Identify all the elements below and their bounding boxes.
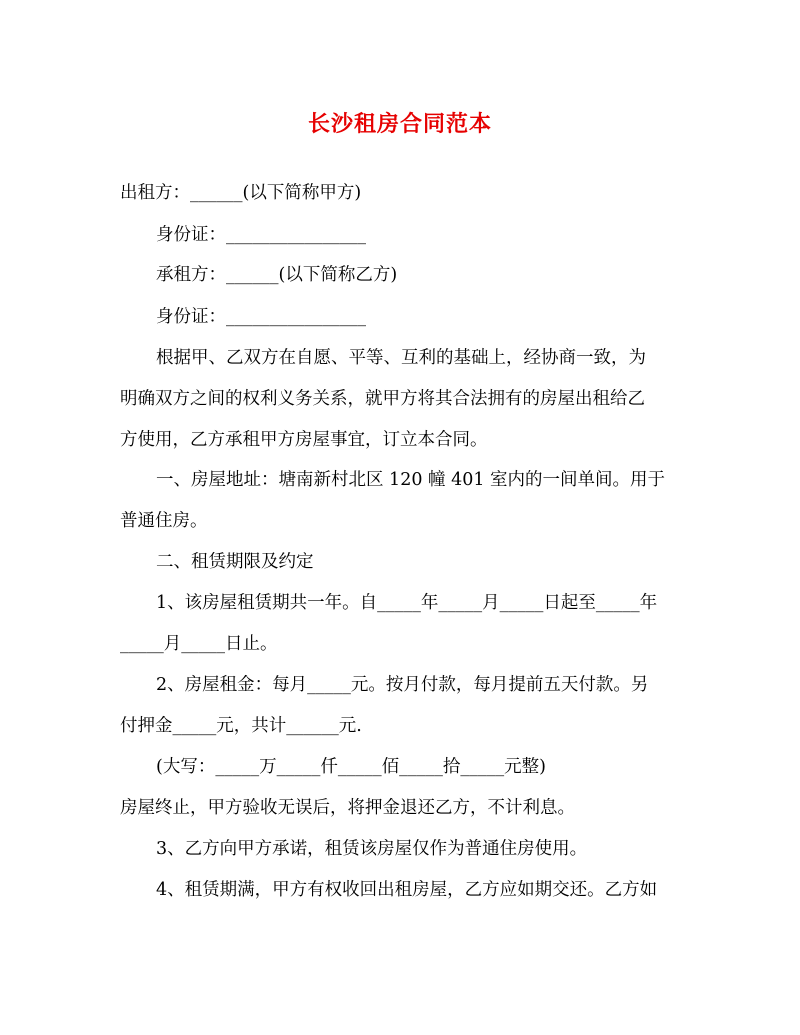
- expiry-clause-line: 4、租赁期满，甲方有权收回出租房屋，乙方应如期交还。乙方如: [156, 880, 658, 900]
- lessee-id-line: 身份证：________________: [156, 307, 366, 327]
- preamble-line-3: 方使用，乙方承租甲方房屋事宜，订立本合同。: [120, 430, 488, 450]
- rent-clause-line-2: 付押金_____元，共计______元.: [120, 716, 362, 736]
- address-clause-line-2: 普通住房。: [120, 511, 208, 531]
- preamble-line-2: 明确双方之间的权利义务关系，就甲方将其合法拥有的房屋出租给乙: [120, 389, 645, 409]
- usage-clause-line: 3、乙方向甲方承诺，租赁该房屋仅作为普通住房使用。: [156, 839, 588, 859]
- preamble-line-1: 根据甲、乙双方在自愿、平等、互利的基础上，经协商一致，为: [156, 348, 646, 368]
- term-clause-line-2: _____月_____日止。: [120, 634, 278, 654]
- rent-clause-line-1: 2、房屋租金：每月_____元。按月付款，每月提前五天付款。另: [156, 675, 649, 695]
- lessor-line: 出租方：______(以下简称甲方): [120, 183, 362, 203]
- section-heading-lease-term: 二、租赁期限及约定: [156, 552, 314, 572]
- address-clause-line-1: 一、房屋地址：塘南新村北区 120 幢 401 室内的一间单间。用于: [156, 470, 666, 490]
- document-title: 长沙租房合同范本: [307, 111, 492, 137]
- deposit-refund-line: 房屋终止，甲方验收无误后，将押金退还乙方，不计利息。: [120, 798, 575, 818]
- lessee-line: 承租方：______(以下简称乙方): [156, 265, 398, 285]
- lessor-id-line: 身份证：________________: [156, 225, 366, 245]
- amount-in-words-line: (大写：_____万_____仟_____佰_____拾_____元整): [156, 757, 546, 777]
- term-clause-line-1: 1、该房屋租赁期共一年。自_____年_____月_____日起至_____年: [156, 593, 658, 613]
